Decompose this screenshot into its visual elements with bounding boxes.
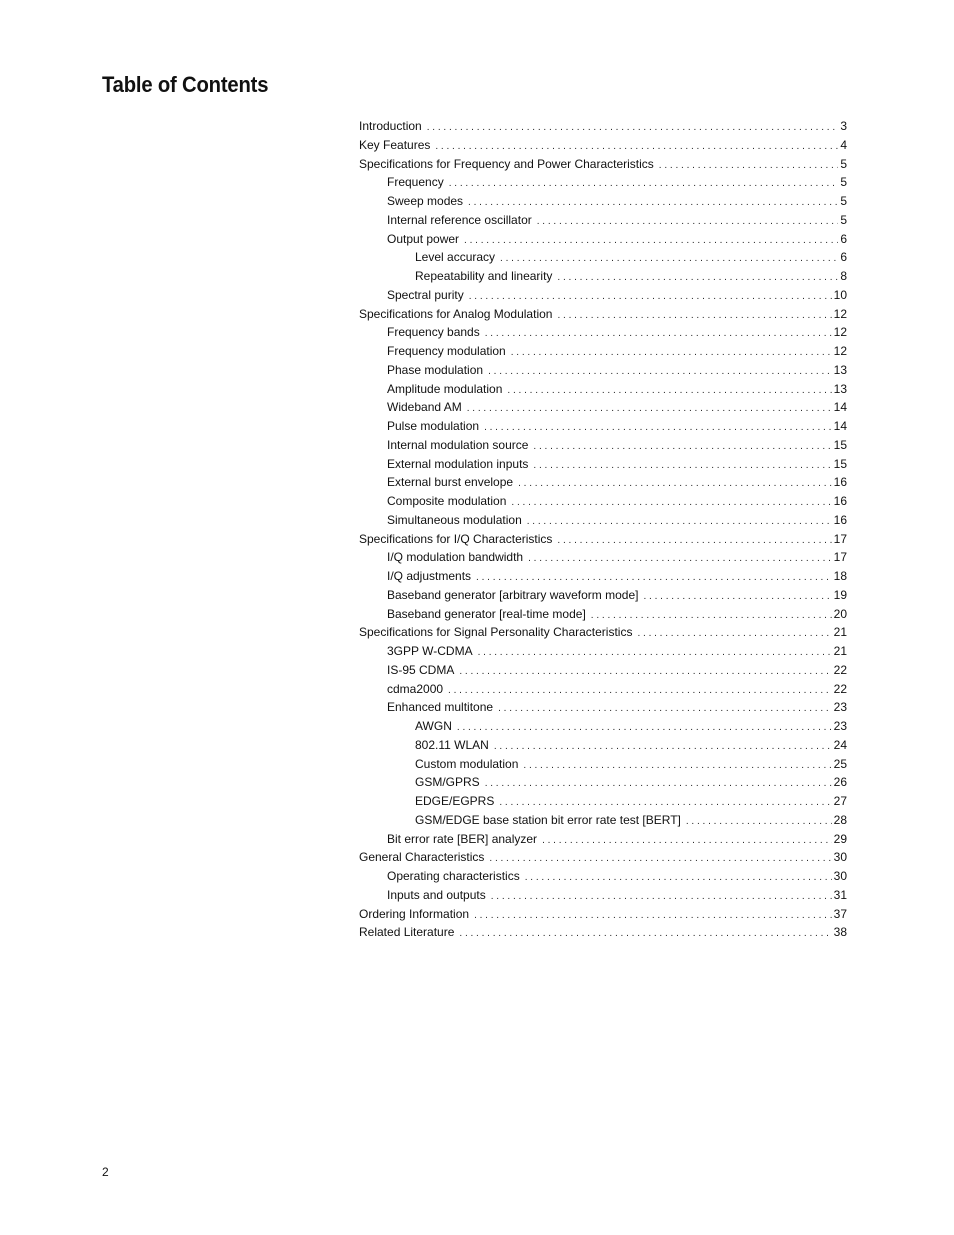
toc-entry[interactable]: [359, 567, 847, 586]
toc-entry-label: Related Literature: [359, 925, 455, 940]
toc-entry-label: Inputs and outputs: [387, 887, 486, 902]
toc-entry-page: 23: [833, 700, 847, 715]
toc-dot-leader: [491, 888, 832, 907]
toc-entry[interactable]: [359, 698, 847, 717]
toc-entry-label: Frequency: [387, 175, 444, 190]
toc-entry-label: Bit error rate [BER] analyzer: [387, 831, 538, 846]
toc-entry-page: 21: [833, 625, 847, 640]
toc-entry-page: 24: [833, 737, 847, 752]
toc-entry[interactable]: [359, 211, 847, 230]
toc-entry-label: Frequency bands: [387, 325, 480, 340]
toc-entry-page: 6: [840, 250, 847, 265]
toc-entry-label: Output power: [387, 231, 460, 246]
toc-entry[interactable]: [359, 117, 847, 136]
toc-entry-page: 23: [833, 719, 847, 733]
toc-entry[interactable]: [359, 736, 847, 755]
toc-entry-page: 12: [833, 325, 847, 340]
toc-entry-label: EDGE/EGPRS: [415, 794, 495, 808]
toc-entry-page: 25: [833, 756, 847, 771]
toc-entry[interactable]: [359, 848, 847, 867]
toc-entry-label: Specifications for Signal Personality Characteristics: [359, 625, 633, 640]
table-of-contents: [359, 117, 847, 942]
toc-dot-leader: [464, 232, 838, 251]
toc-entry[interactable]: [359, 680, 847, 699]
toc-dot-leader: [448, 682, 832, 701]
toc-dot-leader: [494, 738, 832, 757]
toc-entry-page: 12: [833, 306, 847, 321]
toc-entry-page: 30: [833, 869, 847, 883]
toc-entry[interactable]: [359, 830, 847, 849]
toc-entry-label: General Characteristics: [359, 850, 485, 865]
toc-entry[interactable]: [359, 886, 847, 905]
toc-entry-label: GSM/GPRS: [415, 775, 480, 790]
toc-entry[interactable]: [359, 436, 847, 455]
toc-entry-page: 22: [833, 681, 847, 696]
toc-dot-leader: [686, 813, 832, 832]
toc-entry-label: I/Q modulation bandwidth: [387, 550, 524, 565]
toc-entry-page: 29: [833, 831, 847, 846]
toc-entry-page: 16: [833, 475, 847, 490]
toc-entry[interactable]: [359, 173, 847, 192]
toc-entry-label: AWGN: [415, 719, 452, 733]
toc-entry[interactable]: [359, 248, 847, 267]
toc-entry[interactable]: [359, 811, 847, 830]
toc-dot-leader: [527, 513, 832, 532]
toc-entry-label: Enhanced multitone: [387, 700, 494, 715]
toc-entry-page: 17: [833, 550, 847, 565]
toc-entry-page: 21: [833, 644, 847, 658]
toc-entry-label: Key Features: [359, 137, 431, 152]
toc-entry-page: 12: [833, 344, 847, 358]
toc-dot-leader: [542, 832, 832, 851]
toc-entry-label: GSM/EDGE base station bit error rate test [BERT]: [415, 812, 681, 827]
toc-dot-leader: [489, 850, 831, 869]
toc-dot-leader: [467, 400, 832, 419]
toc-entry[interactable]: [359, 773, 847, 792]
toc-entry[interactable]: [359, 511, 847, 530]
page-title: Table of Contents: [102, 72, 269, 97]
toc-entry-page: 18: [833, 569, 847, 583]
toc-entry-page: 30: [833, 850, 847, 865]
toc-entry-label: Sweep modes: [387, 194, 464, 208]
toc-entry-label: Operating characteristics: [387, 869, 520, 883]
toc-dot-leader: [511, 494, 831, 513]
toc-dot-leader: [557, 307, 831, 326]
toc-entry-page: 14: [833, 400, 847, 415]
toc-entry[interactable]: [359, 323, 847, 342]
toc-entry-page: 14: [833, 419, 847, 433]
toc-dot-leader: [533, 457, 831, 476]
toc-dot-leader: [533, 438, 831, 457]
toc-entry-page: 22: [833, 662, 847, 677]
toc-entry[interactable]: [359, 623, 847, 642]
toc-entry-label: I/Q adjustments: [387, 569, 472, 583]
toc-entry-page: 5: [840, 175, 847, 190]
toc-entry-page: 8: [840, 269, 847, 283]
toc-dot-leader: [637, 625, 831, 644]
toc-dot-leader: [525, 869, 832, 888]
toc-entry[interactable]: [359, 755, 847, 774]
toc-entry-label: 3GPP W-CDMA: [387, 644, 473, 658]
toc-entry-label: Pulse modulation: [387, 419, 480, 433]
toc-entry[interactable]: [359, 136, 847, 155]
toc-entry[interactable]: [359, 473, 847, 492]
toc-entry[interactable]: [359, 530, 847, 549]
toc-entry-page: 26: [833, 775, 847, 790]
toc-entry[interactable]: [359, 642, 847, 661]
toc-dot-leader: [488, 363, 832, 382]
toc-entry-page: 13: [833, 381, 847, 396]
toc-dot-leader: [457, 719, 832, 738]
toc-entry-page: 15: [833, 437, 847, 452]
toc-entry-page: 5: [840, 156, 847, 171]
toc-entry-label: Level accuracy: [415, 250, 496, 265]
toc-entry[interactable]: [359, 455, 847, 474]
toc-entry-label: Ordering Information: [359, 906, 470, 921]
toc-dot-leader: [427, 119, 839, 138]
toc-entry[interactable]: [359, 398, 847, 417]
toc-dot-leader: [474, 907, 832, 926]
toc-dot-leader: [557, 532, 831, 551]
toc-entry-label: Internal modulation source: [387, 437, 529, 452]
toc-entry[interactable]: [359, 267, 847, 286]
toc-dot-leader: [528, 550, 832, 569]
toc-entry[interactable]: [359, 586, 847, 605]
toc-entry-label: Baseband generator [real-time mode]: [387, 606, 586, 621]
toc-dot-leader: [485, 325, 832, 344]
toc-dot-leader: [511, 344, 832, 363]
toc-dot-leader: [537, 213, 839, 232]
toc-entry-page: 16: [833, 512, 847, 527]
toc-entry-page: 10: [833, 287, 847, 302]
toc-entry[interactable]: [359, 923, 847, 942]
toc-dot-leader: [523, 757, 831, 776]
toc-dot-leader: [459, 663, 831, 682]
toc-entry-label: Wideband AM: [387, 400, 462, 415]
toc-entry[interactable]: [359, 286, 847, 305]
toc-entry-label: Specifications for Frequency and Power Characteristics: [359, 156, 654, 171]
toc-entry[interactable]: [359, 192, 847, 211]
toc-entry[interactable]: [359, 661, 847, 680]
toc-entry[interactable]: [359, 230, 847, 249]
toc-entry[interactable]: [359, 342, 847, 361]
toc-entry[interactable]: [359, 792, 847, 811]
toc-dot-leader: [478, 644, 832, 663]
toc-entry-page: 16: [833, 494, 847, 508]
toc-entry-label: Simultaneous modulation: [387, 512, 522, 527]
toc-entry-page: 38: [833, 925, 847, 940]
toc-entry-page: 20: [833, 606, 847, 621]
toc-entry-page: 4: [840, 137, 847, 152]
toc-entry-page: 6: [840, 231, 847, 246]
toc-entry[interactable]: [359, 548, 847, 567]
toc-entry-label: IS-95 CDMA: [387, 662, 455, 677]
toc-entry-page: 28: [833, 812, 847, 827]
toc-entry-label: Custom modulation: [415, 756, 519, 771]
toc-entry-label: Repeatability and linearity: [415, 269, 553, 283]
toc-entry[interactable]: [359, 605, 847, 624]
toc-entry-label: Specifications for Analog Modulation: [359, 306, 553, 321]
toc-dot-leader: [518, 475, 832, 494]
toc-entry[interactable]: [359, 717, 847, 736]
toc-entry[interactable]: [359, 380, 847, 399]
toc-entry-page: 5: [840, 212, 847, 227]
toc-entry-label: Internal reference oscillator: [387, 212, 532, 227]
toc-dot-leader: [643, 588, 831, 607]
toc-dot-leader: [485, 775, 832, 794]
toc-entry[interactable]: [359, 905, 847, 924]
toc-dot-leader: [659, 157, 839, 176]
toc-entry[interactable]: [359, 361, 847, 380]
toc-entry-label: Phase modulation: [387, 362, 484, 377]
toc-entry-label: External burst envelope: [387, 475, 514, 490]
toc-entry-label: Introduction: [359, 119, 422, 133]
toc-entry-label: Composite modulation: [387, 494, 507, 508]
toc-dot-leader: [484, 419, 832, 438]
toc-entry-label: Spectral purity: [387, 287, 464, 302]
toc-entry-page: 37: [833, 906, 847, 921]
toc-dot-leader: [459, 925, 831, 944]
toc-dot-leader: [498, 700, 832, 719]
toc-entry-page: 13: [833, 362, 847, 377]
toc-entry-page: 31: [833, 887, 847, 902]
toc-entry-label: Frequency modulation: [387, 344, 506, 358]
toc-entry-label: cdma2000: [387, 681, 444, 696]
toc-entry-label: Specifications for I/Q Characteristics: [359, 531, 553, 546]
toc-entry-page: 27: [833, 794, 847, 808]
toc-entry-page: 15: [833, 456, 847, 471]
page-number: 2: [102, 1165, 109, 1179]
toc-entry-page: 5: [840, 194, 847, 208]
toc-entry-page: 3: [840, 119, 847, 133]
toc-dot-leader: [507, 382, 831, 401]
toc-entry[interactable]: [359, 867, 847, 886]
toc-entry[interactable]: [359, 492, 847, 511]
toc-entry[interactable]: [359, 417, 847, 436]
toc-entry-label: External modulation inputs: [387, 456, 529, 471]
toc-entry[interactable]: [359, 155, 847, 174]
toc-dot-leader: [557, 269, 838, 288]
toc-entry-label: Baseband generator [arbitrary waveform mode]: [387, 587, 639, 602]
toc-dot-leader: [449, 175, 839, 194]
toc-entry-label: Amplitude modulation: [387, 381, 503, 396]
toc-entry-page: 17: [833, 531, 847, 546]
toc-entry-page: 19: [833, 587, 847, 602]
toc-entry-label: 802.11 WLAN: [415, 737, 489, 752]
toc-entry[interactable]: [359, 305, 847, 324]
